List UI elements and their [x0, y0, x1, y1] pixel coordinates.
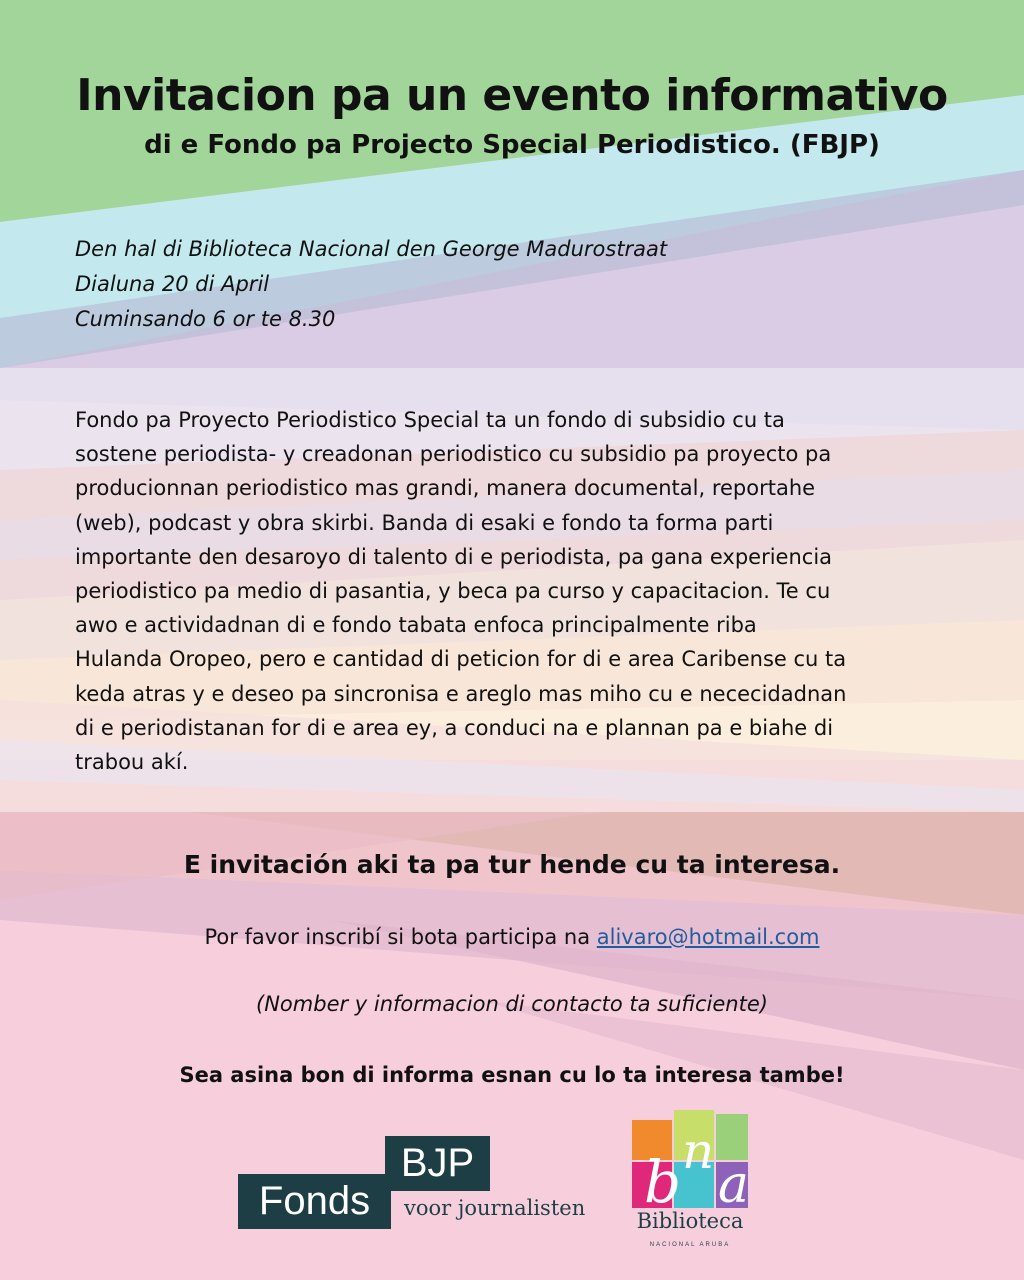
event-details: [75, 232, 667, 337]
description-line: Fondo pa Proyecto Periodistico Special ta un fondo di subsidio cu ta: [75, 408, 785, 432]
biblioteca-logo: [630, 1110, 750, 1260]
description-line: periodistico pa medio di pasantia, y beca pa curso y capacitacion. Te cu: [75, 579, 831, 604]
event-date: Dialuna 20 di April: [75, 272, 270, 296]
description-line: importante den desaroyo di talento di e periodista, pa gana experiencia: [75, 544, 833, 569]
description-line: sostene periodista- y creadonan periodistico cu subsidio pa proyecto pa: [75, 442, 832, 467]
description-line: trabou akí.: [75, 750, 189, 775]
biblioteca-logo-name: Biblioteca: [636, 1209, 744, 1233]
fbjp-logo-fonds: Fonds: [238, 1174, 391, 1229]
description-paragraph: [75, 403, 955, 779]
contact-note: (Nomber y informacion di contacto ta suficiente): [256, 992, 768, 1016]
share-request: Sea asina bon di informa esnan cu lo ta interesa tambe!: [179, 1063, 845, 1087]
fbjp-logo-tagline: voor journalisten: [404, 1196, 586, 1220]
description-line: keda atras y e deseo pa sincronisa e areglo mas miho cu e nececidadnan: [75, 681, 847, 706]
invitation-headline: E invitación aki ta pa tur hende cu ta interesa.: [183, 850, 841, 879]
description-line: Hulanda Oropeo, pero e cantidad di peticion for di e area Caribense cu ta: [75, 647, 847, 672]
svg-text:n: n: [682, 1122, 715, 1180]
description-line: producionnan periodistico mas grandi, manera documental, reportahe: [75, 476, 816, 501]
event-location: Den hal di Biblioteca Nacional den George Madurostraat: [75, 237, 668, 261]
biblioteca-logo-mark: [630, 1110, 750, 1210]
registration-line: [0, 925, 1024, 949]
biblioteca-logo-subtitle: NACIONAL ARUBA: [649, 1242, 731, 1248]
description-line: (web), podcast y obra skirbi. Banda di esaki e fondo ta forma parti: [75, 510, 774, 535]
fbjp-logo-bjp: BJP: [385, 1136, 490, 1191]
page-subtitle: di e Fondo pa Projecto Special Periodistico. (FBJP): [144, 130, 880, 160]
email-link[interactable]: alivaro@hotmail.com: [596, 925, 820, 949]
svg-text:a: a: [718, 1155, 750, 1210]
description-line: awo e actividadnan di e fondo tabata enfoca principalmente riba: [75, 613, 757, 638]
registration-text: Por favor inscribí si bota participa na: [204, 925, 597, 949]
page-title: Invitacion pa un evento informativo: [76, 70, 948, 121]
fbjp-logo: [238, 1136, 598, 1236]
svg-text:b: b: [644, 1148, 682, 1210]
event-time: Cuminsando 6 or te 8.30: [75, 307, 336, 331]
description-line: di e periodistanan for di e area ey, a conduci na e plannan pa e biahe di: [75, 715, 834, 740]
